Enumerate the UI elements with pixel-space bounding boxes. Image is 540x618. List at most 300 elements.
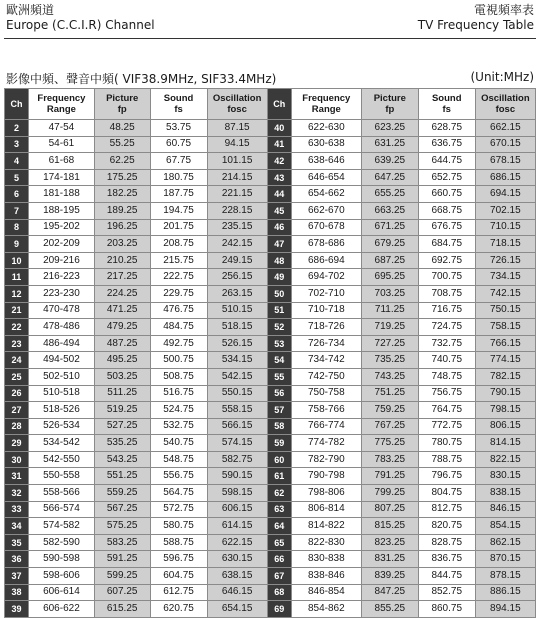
right-sound-frequency-cell: 764.75: [418, 402, 475, 419]
left-sound-frequency-cell: 215.75: [150, 252, 207, 269]
col-header-range-line2: Range: [311, 104, 341, 115]
right-picture-frequency-cell: 647.25: [361, 169, 418, 186]
right-picture-frequency-cell: 727.25: [361, 335, 418, 352]
right-channel-number-cell: 49: [267, 269, 291, 286]
right-frequency-range-cell: 854-862: [291, 601, 361, 618]
left-picture-frequency-cell: 559.25: [94, 485, 150, 502]
unit-label: (Unit:MHz): [470, 70, 534, 84]
col-header-range: [291, 89, 361, 120]
col-header-oscillation: [207, 89, 267, 120]
table-row: [5, 136, 536, 153]
left-oscillation-frequency-cell: 574.15: [207, 435, 267, 452]
left-picture-frequency-cell: 607.25: [94, 584, 150, 601]
col-header-ch: Ch: [267, 89, 291, 120]
col-header-picture-line1: Picture: [373, 93, 406, 104]
right-channel-number-cell: 51: [267, 302, 291, 319]
right-oscillation-frequency-cell: 726.15: [475, 252, 535, 269]
right-channel-number-cell: 44: [267, 186, 291, 203]
left-frequency-range-cell: 526-534: [29, 418, 95, 435]
left-frequency-range-cell: 47-54: [29, 120, 95, 137]
right-channel-number-cell: 55: [267, 368, 291, 385]
right-picture-frequency-cell: 751.25: [361, 385, 418, 402]
header-right: [418, 3, 534, 33]
left-picture-frequency-cell: 551.25: [94, 468, 150, 485]
left-picture-frequency-cell: 527.25: [94, 418, 150, 435]
left-oscillation-frequency-cell: 542.15: [207, 368, 267, 385]
left-oscillation-frequency-cell: 249.15: [207, 252, 267, 269]
left-channel-number-cell: 30: [5, 451, 29, 468]
right-frequency-range-cell: 774-782: [291, 435, 361, 452]
right-frequency-range-cell: 830-838: [291, 551, 361, 568]
right-sound-frequency-cell: 860.75: [418, 601, 475, 618]
left-frequency-range-cell: 478-486: [29, 319, 95, 336]
left-sound-frequency-cell: 548.75: [150, 451, 207, 468]
header-left: [6, 3, 155, 33]
left-frequency-range-cell: 216-223: [29, 269, 95, 286]
right-frequency-range-cell: 742-750: [291, 368, 361, 385]
right-frequency-range-cell: 654-662: [291, 186, 361, 203]
left-picture-frequency-cell: 189.25: [94, 202, 150, 219]
table-body: [5, 120, 536, 618]
left-frequency-range-cell: 61-68: [29, 153, 95, 170]
right-channel-number-cell: 47: [267, 236, 291, 253]
left-sound-frequency-cell: 612.75: [150, 584, 207, 601]
left-sound-frequency-cell: 187.75: [150, 186, 207, 203]
left-channel-number-cell: 8: [5, 219, 29, 236]
right-frequency-range-cell: 790-798: [291, 468, 361, 485]
right-sound-frequency-cell: 692.75: [418, 252, 475, 269]
col-header-osc-line2: fosc: [227, 104, 247, 115]
left-oscillation-frequency-cell: 582.75: [207, 451, 267, 468]
left-sound-frequency-cell: 500.75: [150, 352, 207, 369]
right-oscillation-frequency-cell: 774.15: [475, 352, 535, 369]
left-frequency-range-cell: 174-181: [29, 169, 95, 186]
right-frequency-range-cell: 766-774: [291, 418, 361, 435]
col-header-osc-line1: Oscillation: [481, 93, 530, 104]
left-frequency-range-cell: 486-494: [29, 335, 95, 352]
left-frequency-range-cell: 181-188: [29, 186, 95, 203]
left-oscillation-frequency-cell: 622.15: [207, 534, 267, 551]
right-sound-frequency-cell: 820.75: [418, 518, 475, 535]
left-oscillation-frequency-cell: 534.15: [207, 352, 267, 369]
right-channel-number-cell: 52: [267, 319, 291, 336]
left-sound-frequency-cell: 484.75: [150, 319, 207, 336]
right-oscillation-frequency-cell: 686.15: [475, 169, 535, 186]
left-oscillation-frequency-cell: 606.15: [207, 501, 267, 518]
table-row: [5, 534, 536, 551]
left-channel-number-cell: 34: [5, 518, 29, 535]
right-frequency-range-cell: 662-670: [291, 202, 361, 219]
right-channel-number-cell: 65: [267, 534, 291, 551]
left-picture-frequency-cell: 495.25: [94, 352, 150, 369]
left-picture-frequency-cell: 591.25: [94, 551, 150, 568]
header-subtitle-chinese: 電視頻率表: [473, 3, 534, 17]
right-frequency-range-cell: 726-734: [291, 335, 361, 352]
right-channel-number-cell: 48: [267, 252, 291, 269]
right-channel-number-cell: 42: [267, 153, 291, 170]
col-header-sound-line2: fs: [174, 104, 183, 115]
right-oscillation-frequency-cell: 854.15: [475, 518, 535, 535]
right-sound-frequency-cell: 700.75: [418, 269, 475, 286]
left-oscillation-frequency-cell: 558.15: [207, 402, 267, 419]
right-channel-number-cell: 50: [267, 285, 291, 302]
left-picture-frequency-cell: 503.25: [94, 368, 150, 385]
right-oscillation-frequency-cell: 830.15: [475, 468, 535, 485]
left-picture-frequency-cell: 182.25: [94, 186, 150, 203]
left-picture-frequency-cell: 55.25: [94, 136, 150, 153]
right-sound-frequency-cell: 676.75: [418, 219, 475, 236]
left-sound-frequency-cell: 180.75: [150, 169, 207, 186]
table-row: [5, 236, 536, 253]
right-channel-number-cell: 62: [267, 485, 291, 502]
left-oscillation-frequency-cell: 94.15: [207, 136, 267, 153]
left-channel-number-cell: 28: [5, 418, 29, 435]
left-channel-number-cell: 9: [5, 236, 29, 253]
table-row: [5, 551, 536, 568]
right-oscillation-frequency-cell: 814.15: [475, 435, 535, 452]
left-sound-frequency-cell: 476.75: [150, 302, 207, 319]
right-frequency-range-cell: 838-846: [291, 568, 361, 585]
left-frequency-range-cell: 534-542: [29, 435, 95, 452]
right-sound-frequency-cell: 660.75: [418, 186, 475, 203]
col-header-oscillation: [475, 89, 535, 120]
right-oscillation-frequency-cell: 678.15: [475, 153, 535, 170]
left-frequency-range-cell: 574-582: [29, 518, 95, 535]
col-header-sound-line1: Sound: [163, 93, 194, 104]
right-picture-frequency-cell: 815.25: [361, 518, 418, 535]
left-frequency-range-cell: 510-518: [29, 385, 95, 402]
left-frequency-range-cell: 494-502: [29, 352, 95, 369]
right-sound-frequency-cell: 788.75: [418, 451, 475, 468]
left-frequency-range-cell: 54-61: [29, 136, 95, 153]
right-channel-number-cell: 63: [267, 501, 291, 518]
left-oscillation-frequency-cell: 526.15: [207, 335, 267, 352]
left-frequency-range-cell: 550-558: [29, 468, 95, 485]
right-picture-frequency-cell: 655.25: [361, 186, 418, 203]
right-sound-frequency-cell: 652.75: [418, 169, 475, 186]
left-channel-number-cell: 2: [5, 120, 29, 137]
right-oscillation-frequency-cell: 870.15: [475, 551, 535, 568]
left-sound-frequency-cell: 67.75: [150, 153, 207, 170]
right-picture-frequency-cell: 703.25: [361, 285, 418, 302]
right-picture-frequency-cell: 823.25: [361, 534, 418, 551]
right-frequency-range-cell: 686-694: [291, 252, 361, 269]
table-row: [5, 169, 536, 186]
right-picture-frequency-cell: 791.25: [361, 468, 418, 485]
col-header-sound: [418, 89, 475, 120]
right-picture-frequency-cell: 759.25: [361, 402, 418, 419]
left-sound-frequency-cell: 201.75: [150, 219, 207, 236]
right-oscillation-frequency-cell: 742.15: [475, 285, 535, 302]
left-picture-frequency-cell: 62.25: [94, 153, 150, 170]
right-sound-frequency-cell: 756.75: [418, 385, 475, 402]
right-channel-number-cell: 68: [267, 584, 291, 601]
table-row: [5, 468, 536, 485]
left-channel-number-cell: 29: [5, 435, 29, 452]
left-picture-frequency-cell: 471.25: [94, 302, 150, 319]
right-oscillation-frequency-cell: 710.15: [475, 219, 535, 236]
left-oscillation-frequency-cell: 590.15: [207, 468, 267, 485]
left-picture-frequency-cell: 567.25: [94, 501, 150, 518]
left-frequency-range-cell: 566-574: [29, 501, 95, 518]
right-picture-frequency-cell: 639.25: [361, 153, 418, 170]
right-oscillation-frequency-cell: 758.15: [475, 319, 535, 336]
right-oscillation-frequency-cell: 790.15: [475, 385, 535, 402]
right-channel-number-cell: 41: [267, 136, 291, 153]
col-header-sound-line1: Sound: [431, 93, 462, 104]
right-oscillation-frequency-cell: 838.15: [475, 485, 535, 502]
right-sound-frequency-cell: 716.75: [418, 302, 475, 319]
left-channel-number-cell: 22: [5, 319, 29, 336]
left-oscillation-frequency-cell: 263.15: [207, 285, 267, 302]
left-picture-frequency-cell: 543.25: [94, 451, 150, 468]
left-picture-frequency-cell: 224.25: [94, 285, 150, 302]
left-frequency-range-cell: 542-550: [29, 451, 95, 468]
right-channel-number-cell: 59: [267, 435, 291, 452]
right-frequency-range-cell: 710-718: [291, 302, 361, 319]
right-picture-frequency-cell: 687.25: [361, 252, 418, 269]
left-oscillation-frequency-cell: 228.15: [207, 202, 267, 219]
right-oscillation-frequency-cell: 750.15: [475, 302, 535, 319]
left-oscillation-frequency-cell: 235.15: [207, 219, 267, 236]
left-channel-number-cell: 23: [5, 335, 29, 352]
right-channel-number-cell: 64: [267, 518, 291, 535]
right-channel-number-cell: 66: [267, 551, 291, 568]
right-oscillation-frequency-cell: 798.15: [475, 402, 535, 419]
right-picture-frequency-cell: 719.25: [361, 319, 418, 336]
left-channel-number-cell: 21: [5, 302, 29, 319]
left-sound-frequency-cell: 60.75: [150, 136, 207, 153]
table-row: [5, 352, 536, 369]
left-picture-frequency-cell: 210.25: [94, 252, 150, 269]
right-oscillation-frequency-cell: 734.15: [475, 269, 535, 286]
left-channel-number-cell: 3: [5, 136, 29, 153]
col-header-sound: [150, 89, 207, 120]
right-picture-frequency-cell: 623.25: [361, 120, 418, 137]
left-oscillation-frequency-cell: 256.15: [207, 269, 267, 286]
right-sound-frequency-cell: 780.75: [418, 435, 475, 452]
col-header-picture-line2: fp: [117, 104, 127, 115]
left-frequency-range-cell: 470-478: [29, 302, 95, 319]
right-sound-frequency-cell: 772.75: [418, 418, 475, 435]
left-channel-number-cell: 7: [5, 202, 29, 219]
col-header-range: [29, 89, 95, 120]
left-channel-number-cell: 27: [5, 402, 29, 419]
left-frequency-range-cell: 590-598: [29, 551, 95, 568]
col-header-picture-line1: Picture: [106, 93, 139, 104]
right-sound-frequency-cell: 748.75: [418, 368, 475, 385]
header-title-chinese: 歐洲頻道: [6, 3, 55, 17]
left-frequency-range-cell: 502-510: [29, 368, 95, 385]
table-row: [5, 435, 536, 452]
right-frequency-range-cell: 638-646: [291, 153, 361, 170]
table-row: [5, 385, 536, 402]
right-picture-frequency-cell: 831.25: [361, 551, 418, 568]
col-header-sound-line2: fs: [442, 104, 451, 115]
left-oscillation-frequency-cell: 214.15: [207, 169, 267, 186]
table-row: [5, 186, 536, 203]
left-sound-frequency-cell: 572.75: [150, 501, 207, 518]
left-frequency-range-cell: 606-622: [29, 601, 95, 618]
left-oscillation-frequency-cell: 598.15: [207, 485, 267, 502]
left-picture-frequency-cell: 519.25: [94, 402, 150, 419]
right-sound-frequency-cell: 740.75: [418, 352, 475, 369]
right-picture-frequency-cell: 671.25: [361, 219, 418, 236]
right-frequency-range-cell: 798-806: [291, 485, 361, 502]
right-frequency-range-cell: 630-638: [291, 136, 361, 153]
left-channel-number-cell: 31: [5, 468, 29, 485]
right-picture-frequency-cell: 631.25: [361, 136, 418, 153]
right-channel-number-cell: 53: [267, 335, 291, 352]
right-sound-frequency-cell: 828.75: [418, 534, 475, 551]
right-channel-number-cell: 60: [267, 451, 291, 468]
col-header-picture: [361, 89, 418, 120]
col-header-picture-line2: fp: [385, 104, 395, 115]
table-row: [5, 335, 536, 352]
right-sound-frequency-cell: 812.75: [418, 501, 475, 518]
right-channel-number-cell: 43: [267, 169, 291, 186]
right-channel-number-cell: 67: [267, 568, 291, 585]
left-picture-frequency-cell: 48.25: [94, 120, 150, 137]
left-picture-frequency-cell: 203.25: [94, 236, 150, 253]
right-oscillation-frequency-cell: 694.15: [475, 186, 535, 203]
left-channel-number-cell: 25: [5, 368, 29, 385]
table-row: [5, 285, 536, 302]
table-row: [5, 451, 536, 468]
col-header-range-line1: Frequency: [37, 93, 86, 104]
right-channel-number-cell: 58: [267, 418, 291, 435]
left-sound-frequency-cell: 53.75: [150, 120, 207, 137]
right-oscillation-frequency-cell: 806.15: [475, 418, 535, 435]
left-channel-number-cell: 33: [5, 501, 29, 518]
table-row: [5, 402, 536, 419]
left-sound-frequency-cell: 492.75: [150, 335, 207, 352]
left-oscillation-frequency-cell: 646.15: [207, 584, 267, 601]
col-header-picture: [94, 89, 150, 120]
left-sound-frequency-cell: 524.75: [150, 402, 207, 419]
left-channel-number-cell: 37: [5, 568, 29, 585]
table-row: [5, 269, 536, 286]
right-sound-frequency-cell: 836.75: [418, 551, 475, 568]
table-row: [5, 319, 536, 336]
left-picture-frequency-cell: 196.25: [94, 219, 150, 236]
left-channel-number-cell: 5: [5, 169, 29, 186]
left-sound-frequency-cell: 516.75: [150, 385, 207, 402]
if-frequency-caption: 影像中頻、聲音中頻( VIF38.9MHz, SIF33.4MHz): [6, 72, 277, 86]
left-frequency-range-cell: 188-195: [29, 202, 95, 219]
col-header-range-line2: Range: [46, 104, 76, 115]
left-picture-frequency-cell: 599.25: [94, 568, 150, 585]
right-oscillation-frequency-cell: 702.15: [475, 202, 535, 219]
left-sound-frequency-cell: 596.75: [150, 551, 207, 568]
right-picture-frequency-cell: 695.25: [361, 269, 418, 286]
right-frequency-range-cell: 758-766: [291, 402, 361, 419]
left-channel-number-cell: 32: [5, 485, 29, 502]
left-sound-frequency-cell: 532.75: [150, 418, 207, 435]
right-picture-frequency-cell: 847.25: [361, 584, 418, 601]
right-picture-frequency-cell: 807.25: [361, 501, 418, 518]
right-sound-frequency-cell: 852.75: [418, 584, 475, 601]
right-oscillation-frequency-cell: 662.15: [475, 120, 535, 137]
left-oscillation-frequency-cell: 654.15: [207, 601, 267, 618]
table-row: [5, 584, 536, 601]
left-picture-frequency-cell: 615.25: [94, 601, 150, 618]
right-sound-frequency-cell: 844.75: [418, 568, 475, 585]
right-sound-frequency-cell: 668.75: [418, 202, 475, 219]
right-oscillation-frequency-cell: 822.15: [475, 451, 535, 468]
col-header-ch: Ch: [5, 89, 29, 120]
left-oscillation-frequency-cell: 87.15: [207, 120, 267, 137]
right-sound-frequency-cell: 708.75: [418, 285, 475, 302]
left-sound-frequency-cell: 222.75: [150, 269, 207, 286]
right-frequency-range-cell: 806-814: [291, 501, 361, 518]
right-frequency-range-cell: 718-726: [291, 319, 361, 336]
left-oscillation-frequency-cell: 630.15: [207, 551, 267, 568]
right-oscillation-frequency-cell: 670.15: [475, 136, 535, 153]
left-oscillation-frequency-cell: 101.15: [207, 153, 267, 170]
left-oscillation-frequency-cell: 221.15: [207, 186, 267, 203]
right-picture-frequency-cell: 743.25: [361, 368, 418, 385]
left-channel-number-cell: 24: [5, 352, 29, 369]
table-row: [5, 252, 536, 269]
right-channel-number-cell: 54: [267, 352, 291, 369]
right-oscillation-frequency-cell: 718.15: [475, 236, 535, 253]
left-oscillation-frequency-cell: 566.15: [207, 418, 267, 435]
left-picture-frequency-cell: 575.25: [94, 518, 150, 535]
left-sound-frequency-cell: 556.75: [150, 468, 207, 485]
header-subtitle-english: TV Frequency Table: [417, 18, 534, 32]
table-row: [5, 219, 536, 236]
left-channel-number-cell: 35: [5, 534, 29, 551]
table-row: [5, 501, 536, 518]
right-frequency-range-cell: 702-710: [291, 285, 361, 302]
left-frequency-range-cell: 223-230: [29, 285, 95, 302]
left-frequency-range-cell: 518-526: [29, 402, 95, 419]
left-oscillation-frequency-cell: 242.15: [207, 236, 267, 253]
left-picture-frequency-cell: 583.25: [94, 534, 150, 551]
left-sound-frequency-cell: 508.75: [150, 368, 207, 385]
right-sound-frequency-cell: 732.75: [418, 335, 475, 352]
right-frequency-range-cell: 782-790: [291, 451, 361, 468]
right-frequency-range-cell: 670-678: [291, 219, 361, 236]
right-channel-number-cell: 46: [267, 219, 291, 236]
left-channel-number-cell: 39: [5, 601, 29, 618]
left-picture-frequency-cell: 217.25: [94, 269, 150, 286]
right-picture-frequency-cell: 767.25: [361, 418, 418, 435]
header-divider: [4, 38, 536, 39]
right-frequency-range-cell: 734-742: [291, 352, 361, 369]
left-sound-frequency-cell: 540.75: [150, 435, 207, 452]
left-sound-frequency-cell: 580.75: [150, 518, 207, 535]
left-frequency-range-cell: 195-202: [29, 219, 95, 236]
right-oscillation-frequency-cell: 894.15: [475, 601, 535, 618]
left-sound-frequency-cell: 604.75: [150, 568, 207, 585]
table-row: [5, 518, 536, 535]
right-frequency-range-cell: 622-630: [291, 120, 361, 137]
right-channel-number-cell: 56: [267, 385, 291, 402]
table-row: [5, 601, 536, 618]
table-row: [5, 302, 536, 319]
right-picture-frequency-cell: 663.25: [361, 202, 418, 219]
right-sound-frequency-cell: 684.75: [418, 236, 475, 253]
right-picture-frequency-cell: 679.25: [361, 236, 418, 253]
right-channel-number-cell: 61: [267, 468, 291, 485]
left-frequency-range-cell: 606-614: [29, 584, 95, 601]
right-picture-frequency-cell: 839.25: [361, 568, 418, 585]
right-picture-frequency-cell: 735.25: [361, 352, 418, 369]
right-picture-frequency-cell: 799.25: [361, 485, 418, 502]
right-channel-number-cell: 45: [267, 202, 291, 219]
